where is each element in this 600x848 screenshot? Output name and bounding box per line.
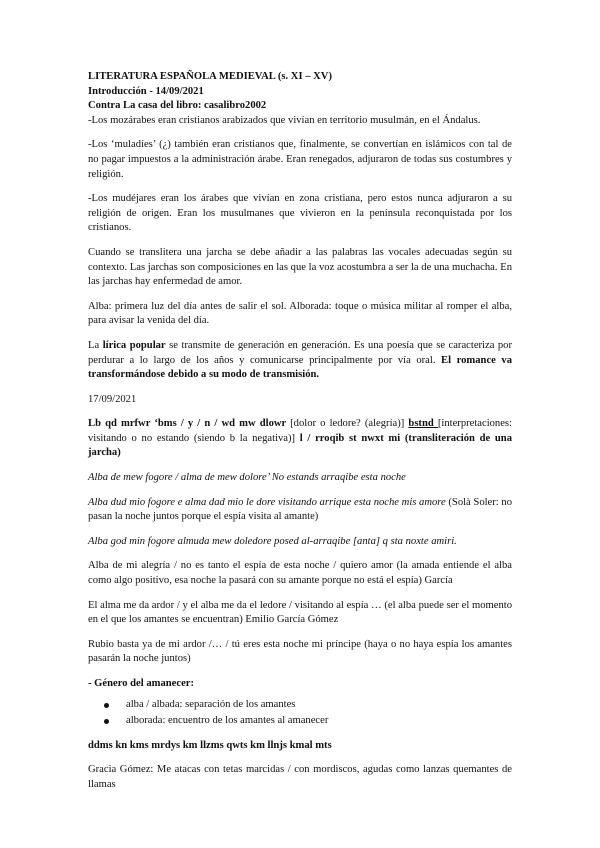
paragraph-consonant-jarcha: ddms kn kms mrdys km llzms qwts km llnjs kmal mts xyxy=(88,739,332,751)
genre-heading: - Género del amanecer: xyxy=(88,678,194,689)
paragraph-rubio: Rubio basta ya de mi ardor /… / tú eres esta noche mi príncipe (haya o no haya espía los amantes pasarán la noche juntos) xyxy=(88,638,512,665)
paragraph-mozarabes: -Los mozárabes eran cristianos arabizados que vivían en territorio musulmán, en el Ándalus. xyxy=(88,114,481,126)
paragraph-alba-definition: Alba: primera luz del día antes de salir el sol. Alborada: toque o música militar al romper el alba, para avisar la venida del día. xyxy=(88,300,512,327)
intro-heading: Introducción - 14/09/2021 xyxy=(88,85,204,97)
paragraph-jarcha-version-1: Alba de mew fogore / alma de mew dolore’ No estands arraqibe esta noche xyxy=(88,472,406,484)
list-item xyxy=(116,714,512,729)
paragraph-jarchas: Cuando se translitera una jarcha se debe añadir a las palabras las vocales adecuadas según su contexto. Las jarchas son composiciones en las que la voz acostumbra a ser la de una muchacha. En las jarchas hay enfermedad de amor. xyxy=(88,246,512,288)
paragraph-gracia-gomez: Gracia Gómez: Me atacas con tetas marcidas / con mordiscos, agudas como lanzas quemantes de llamas xyxy=(88,764,512,790)
source-heading: Contra La casa del libro: casalibro2002 xyxy=(88,100,267,112)
jarcha-note-b: [interpretaciones: visitando o no estando (siendo b la negativa)] xyxy=(88,418,512,444)
list-item-text: alba / albada: separación de los amantes xyxy=(126,698,296,710)
jarcha-word-bstnd: bstnd xyxy=(408,418,438,430)
paragraph-jarcha-transliteration xyxy=(88,417,512,461)
paragraph-lirica-popular xyxy=(88,339,512,383)
lirica-conclusion: El romance va transformándose debido a su modo de transmisión. xyxy=(88,354,513,381)
paragraph-mudejares: -Los mudéjares eran los árabes que vivían en zona cristiana, pero estos nunca adjuraron a su religión de origen. Eran los musulmanes que vivieron en la península reconquistada por los cristianos. xyxy=(88,193,512,234)
paragraph-jarcha-version-3: Alba god min fogore almuda mew doledore posed al-arraqibe [anta] q sta noxte amiri. xyxy=(88,535,457,547)
bullet-icon xyxy=(104,719,109,724)
date-heading: 17/09/2021 xyxy=(88,393,137,405)
lirica-term: lírica popular xyxy=(102,339,166,351)
jarcha-note-a: [dolor o ledore? (alegría)] xyxy=(290,418,409,430)
paragraph-muladies: -Los ‘muladíes’ (¿) también eran cristianos que, finalmente, se convertían en islámicos con tal de no pagar impuestos a la administración árabe. Eran renegados, adjuraron de todas sus costumbres y religión. xyxy=(88,139,512,180)
paragraph-garcia: Alba de mi alegría / no es tanto el espía de esta noche / quiero amor (la amada entiende el alba como algo positivo, esa noche la pasará con su amante porque no está el espía) García xyxy=(88,560,512,587)
lirica-text-a: La xyxy=(88,339,103,351)
list-item-text: alborada: encuentro de los amantes al amanecer xyxy=(126,715,329,727)
genre-list xyxy=(88,698,512,729)
jarcha-consonants-a: Lb qd mrfwr ‘bms / y / n / wd mw dlowr xyxy=(88,418,291,430)
paragraph-garcia-gomez: El alma me da ardor / y el alba me da el ledore / visitando al espía … (el alba puede ser el momento en el que los amantes se encuentran) Emilio García Gómez xyxy=(88,599,512,626)
list-item xyxy=(116,698,512,713)
jarcha-consonants-b: l / rroqib st nwxt mi (transliteración de una jarcha) xyxy=(88,432,512,459)
document-title: LITERATURA ESPAÑOLA MEDIEVAL (s. XI – XV) xyxy=(88,71,332,82)
jarcha-version-2-text: Alba dud mio fogore e alma dad mio le dore visitando arrique esta noche mis amore xyxy=(88,496,446,508)
jarcha-version-2-note: (Solà Soler: no pasan la noche juntos porque el espía visita al amante) xyxy=(88,496,512,523)
bullet-icon xyxy=(104,703,109,708)
lirica-text-c: se transmite de generación en generación. Es una poesía que se caracteriza por perdurar a lo largo de los años y comunicarse principalmente por vía oral. xyxy=(88,339,513,366)
paragraph-jarcha-version-2 xyxy=(88,496,512,525)
